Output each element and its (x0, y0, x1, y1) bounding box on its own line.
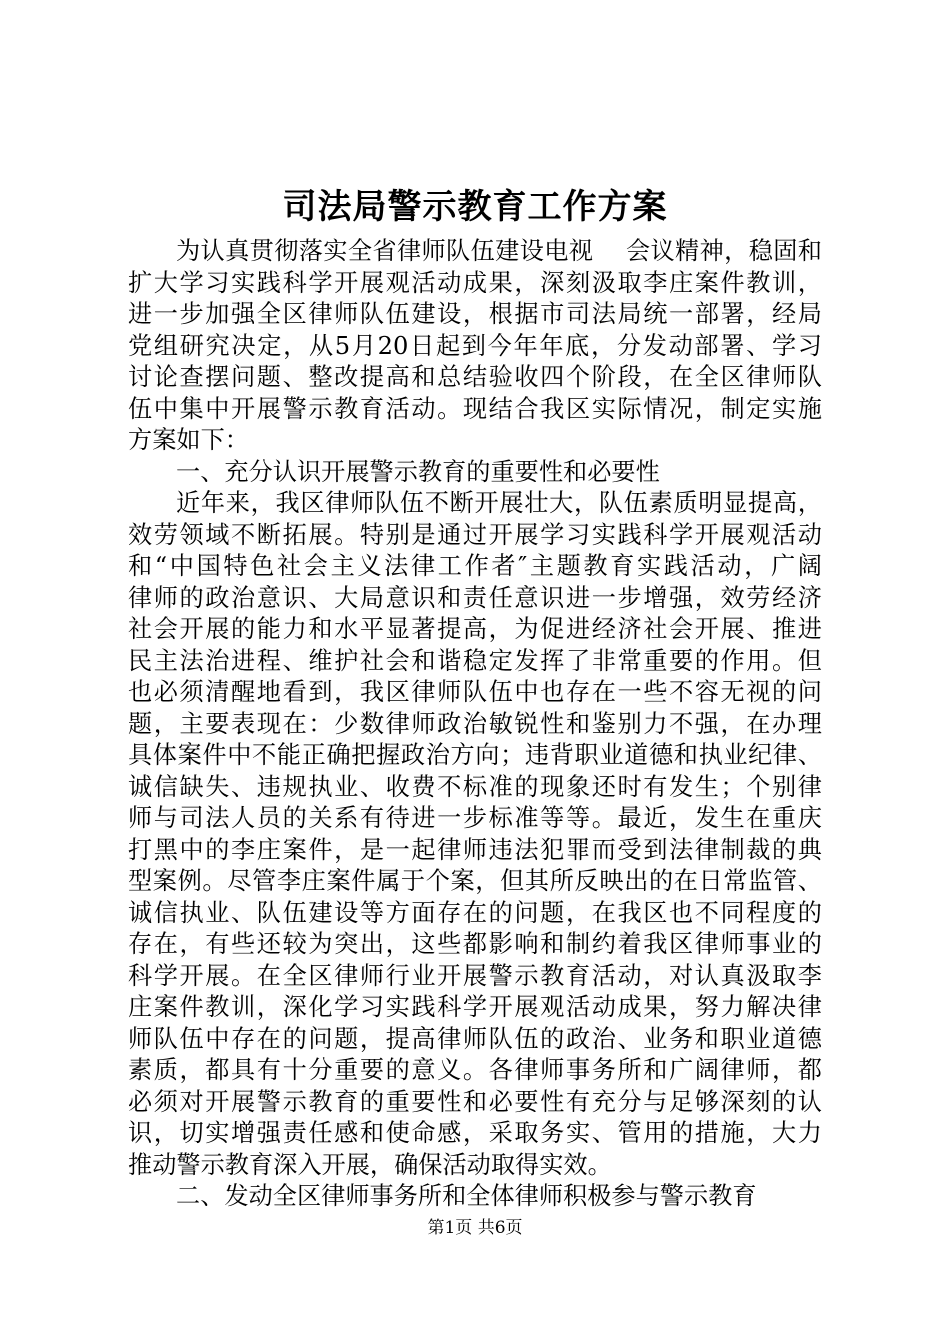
paragraph-line: 诚信执业、队伍建设等方面存在的问题，在我区也不同程度的 (128, 898, 822, 927)
paragraph-line: 师与司法人员的关系有待进一步标准等等。最近，发生在重庆 (128, 804, 822, 832)
paragraph-line: 伍中集中开展警示教育活动。现结合我区实际情况，制定实施 (128, 394, 822, 423)
paragraph-line: 进一步加强全区律师队伍建设，根据市司法局统一部署，经局 (128, 300, 822, 328)
paragraph-line: 型案例。尽管李庄案件属于个案，但其所反映出的在日常监管、 (128, 867, 822, 895)
paragraph-line: 扩大学习实践科学开展观活动成果，深刻汲取李庄案件教训， (128, 268, 822, 297)
paragraph-line: 庄案件教训，深化学习实践科学开展观活动成果，努力解决律 (128, 993, 822, 1021)
paragraph-line: 素质，都具有十分重要的意义。各律师事务所和广阔律师，都 (128, 1056, 822, 1084)
section-heading: 一、充分认识开展警示教育的重要性和必要性 (176, 457, 660, 486)
paragraph-line: 党组研究决定，从5月20日起到今年年底，分发动部署、学习 (128, 331, 822, 360)
paragraph-line: 为认真贯彻落实全省律师队伍建设电视 会议精神，稳固和 (176, 237, 822, 265)
paragraph-line: 打黑中的李庄案件，是一起律师违法犯罪而受到法律制裁的典 (128, 835, 822, 864)
paragraph-line: 具体案件中不能正确把握政治方向；违背职业道德和执业纪律、 (128, 741, 822, 769)
paragraph-line: 也必须清醒地看到，我区律师队伍中也存在一些不容无视的问 (128, 678, 822, 706)
paragraph-line: 科学开展。在全区律师行业开展警示教育活动，对认真汲取李 (128, 961, 822, 990)
paragraph-line: 识，切实增强责任感和使命感，采取务实、管用的措施，大力 (128, 1119, 822, 1147)
paragraph-line: 近年来，我区律师队伍不断开展壮大，队伍素质明显提高， (176, 489, 822, 517)
paragraph-line: 推动警示教育深入开展，确保活动取得实效。 (128, 1150, 612, 1179)
paragraph-line: 必须对开展警示教育的重要性和必要性有充分与足够深刻的认 (128, 1087, 822, 1116)
section-heading: 二、发动全区律师事务所和全体律师积极参与警示教育 (176, 1182, 757, 1210)
paragraph-line: 方案如下： (128, 426, 249, 454)
paragraph-line: 社会开展的能力和水平显著提高，为促进经济社会开展、推进 (128, 615, 822, 643)
paragraph-line: 诚信缺失、违规执业、收费不标准的现象还时有发生；个别律 (128, 772, 822, 801)
paragraph-line: 律师的政治意识、大局意识和责任意识进一步增强，效劳经济 (128, 583, 822, 612)
paragraph-line: 题，主要表现在：少数律师政治敏锐性和鉴别力不强，在办理 (128, 709, 822, 738)
paragraph-line: 效劳领域不断拓展。特别是通过开展学习实践科学开展观活动 (128, 520, 822, 549)
document-title: 司法局警示教育工作方案 (282, 187, 668, 227)
document-body (128, 236, 822, 1213)
paragraph-line: 和“中国特色社会主义法律工作者″主题教育实践活动，广阔 (128, 552, 822, 580)
paragraph-line: 讨论查摆问题、整改提高和总结验收四个阶段，在全区律师队 (128, 363, 822, 391)
page-number-footer: 第1页 共6页 (427, 1218, 523, 1238)
paragraph-line: 师队伍中存在的问题，提高律师队伍的政治、业务和职业道德 (128, 1024, 822, 1053)
paragraph-line: 民主法治进程、维护社会和谐稳定发挥了非常重要的作用。但 (128, 646, 822, 675)
paragraph-line: 存在，有些还较为突出，这些都影响和制约着我区律师事业的 (128, 930, 822, 958)
